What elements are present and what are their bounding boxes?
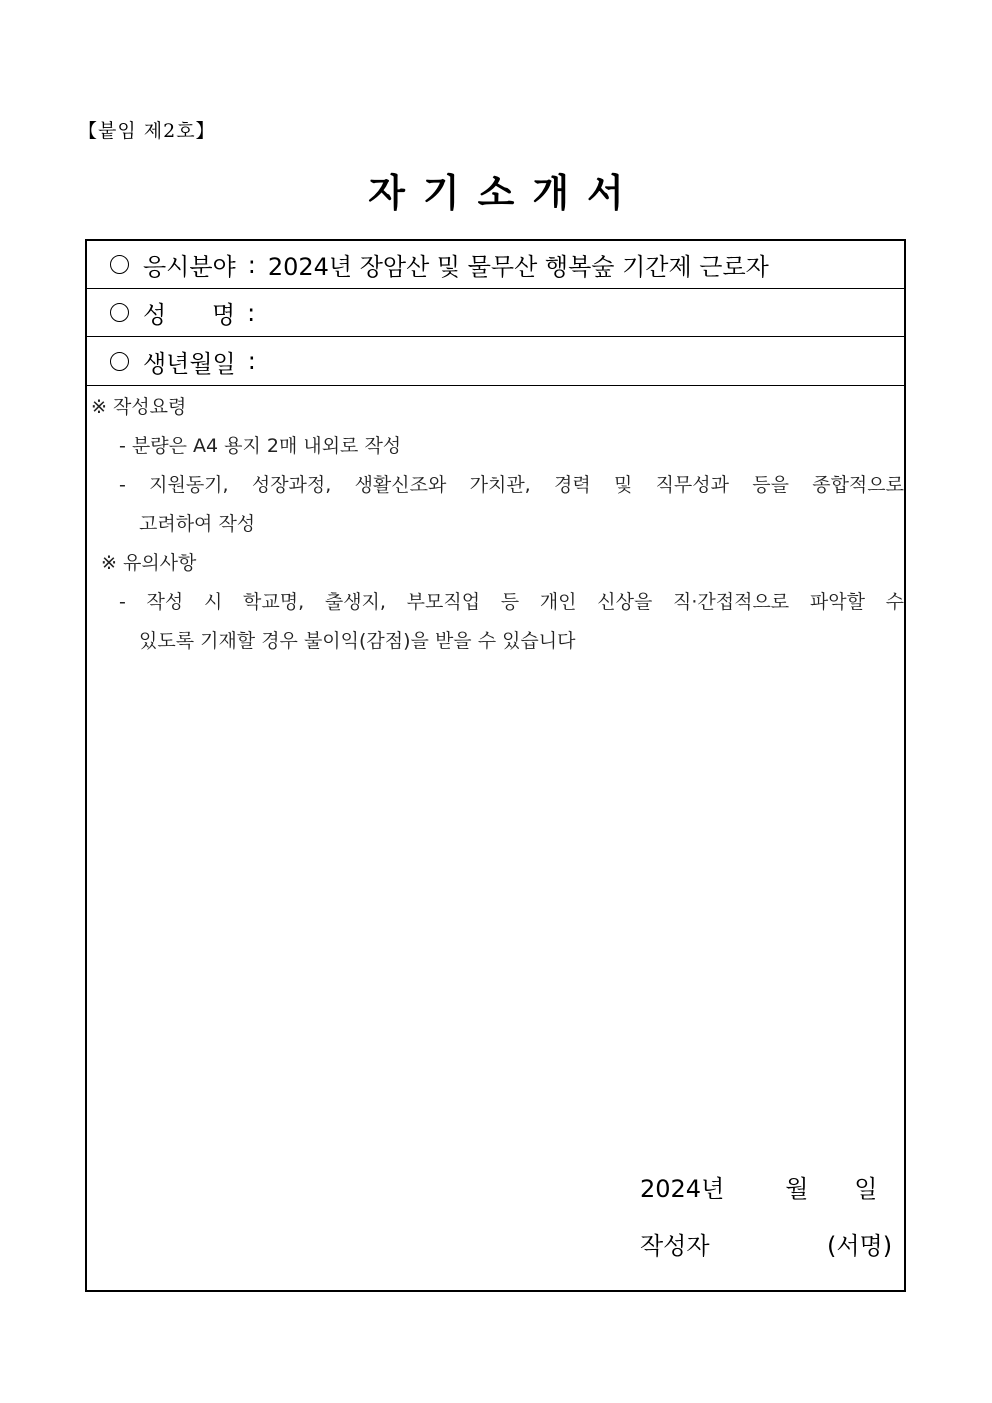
field-separator: :	[247, 250, 256, 279]
field-row-name	[87, 289, 904, 337]
circle-bullet-icon	[110, 255, 129, 274]
field-label-name: 성 명	[143, 301, 236, 329]
guideline-heading-writing: ※ 작성요령	[91, 396, 187, 418]
guideline-item-personal-info-cont: 있도록 기재할 경우 불이익(감점)을 받을 수 있습니다	[139, 630, 576, 652]
document-title: 자기소개서	[368, 171, 642, 215]
field-label-birthdate: 생년월일	[143, 349, 236, 378]
signature-date: 2024년 월 일	[640, 1175, 878, 1203]
circle-bullet-icon	[110, 303, 129, 322]
guideline-item-content: - 지원동기, 성장과정, 생활신조와 가치관, 경력 및 직무성과 등을 종합적으로	[119, 474, 904, 496]
field-value-application-area[interactable]: 2024년 장암산 및 물무산 행복숲 기간제 근로자	[267, 253, 769, 281]
circle-bullet-icon	[110, 352, 129, 371]
field-separator: :	[247, 298, 256, 327]
field-label-application-area: 응시분야	[143, 253, 236, 281]
guideline-item-length: - 분량은 A4 용지 2매 내외로 작성	[119, 435, 402, 457]
signature-field[interactable]: (서명)	[827, 1232, 893, 1260]
guideline-item-personal-info: - 작성 시 학교명, 출생지, 부모직업 등 개인 신상을 직·간접적으로 파악할 수	[119, 591, 904, 613]
field-row-application-area	[87, 241, 904, 289]
field-row-birthdate	[87, 337, 904, 386]
writer-label: 작성자	[640, 1232, 710, 1260]
guideline-heading-caution: ※ 유의사항	[101, 552, 197, 574]
guideline-item-content-cont: 고려하여 작성	[139, 513, 256, 535]
field-separator: :	[247, 347, 256, 375]
attachment-label: 【붙임 제2호】	[78, 120, 216, 142]
self-introduction-form	[85, 239, 906, 1292]
